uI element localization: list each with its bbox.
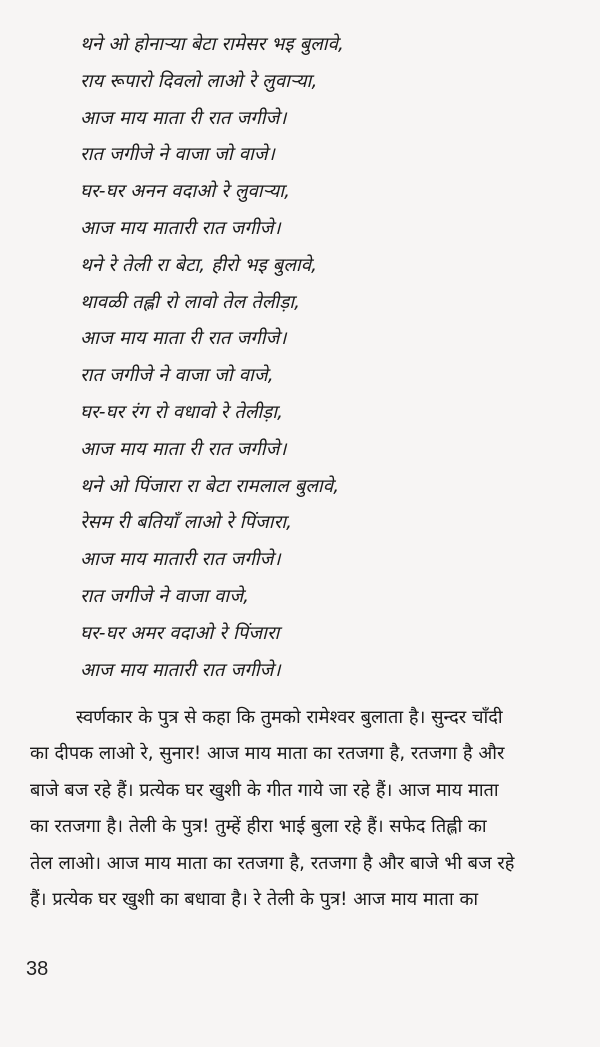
prose-line: तेल लाओ। आज माय माता का रतजगा है, रतजगा है और बाजे भी बज रहे — [30, 852, 515, 874]
verse-line: रात जगीजे ने वाजा जो वाजे। — [80, 144, 275, 166]
verse-line: घर-घर रंग रो वधावो रे तेलीड़ा, — [80, 401, 284, 423]
verse-line: थने ओ पिंजारा रा बेटा रामलाल बुलावे, — [80, 475, 340, 497]
verse-line: राय रूपारो दिवलो लाओ रे लुवाऱ्या, — [80, 70, 318, 92]
verse-line: थने रे तेली रा बेटा, हीरो भइ बुलावे, — [80, 254, 318, 276]
verse-line: रेसम री बतियाँ लाओ रे पिंजारा, — [80, 512, 293, 534]
prose-line: का रतजगा है। तेली के पुत्र! तुम्हें हीरा भाई बुला रहे हैं। सफेद तिह्ली का — [30, 816, 487, 838]
verse-line: घर-घर अमर वदाओ रे पिंजारा — [80, 622, 280, 644]
verse-line: आज माय माता री रात जगीजे। — [80, 328, 287, 350]
folk-song-verse — [80, 27, 580, 689]
prose-line: का दीपक लाओ रे, सुनार! आज माय माता का रतजगा है, रतजगा है और — [30, 743, 505, 765]
verse-line: आज माय मातारी रात जगीजे। — [80, 549, 281, 571]
verse-line: आज माय माता री रात जगीजे। — [80, 107, 287, 129]
verse-line: थावळी तह्ली रो लावो तेल तेलीड़ा, — [80, 291, 301, 313]
prose-line: हैं। प्रत्येक घर खुशी का बधावा है। रे तेली के पुत्र! आज माय माता का — [30, 888, 479, 910]
verse-line: रात जगीजे ने वाजा वाजे, — [80, 585, 250, 607]
verse-line: आज माय मातारी रात जगीजे। — [80, 217, 281, 239]
prose-line: बाजे बज रहे हैं। प्रत्येक घर खुशी के गीत गाये जा रहे हैं। आज माय माता — [30, 779, 499, 801]
verse-line: घर-घर अनन वदाओ रे लुवाऱ्या, — [80, 181, 291, 203]
verse-line: आज माय माता री रात जगीजे। — [80, 438, 287, 460]
verse-line: आज माय मातारी रात जगीजे। — [80, 659, 281, 681]
prose-paragraph — [30, 700, 585, 918]
prose-line: स्वर्णकार के पुत्र से कहा कि तुमको रामेश्वर बुलाता है। सुन्दर चाँदी — [76, 707, 503, 728]
verse-line: थने ओ होनाऱ्या बेटा रामेसर भइ बुलावे, — [80, 34, 345, 55]
page-number: 38 — [26, 958, 49, 980]
verse-line: रात जगीजे ने वाजा जो वाजे, — [80, 365, 274, 387]
